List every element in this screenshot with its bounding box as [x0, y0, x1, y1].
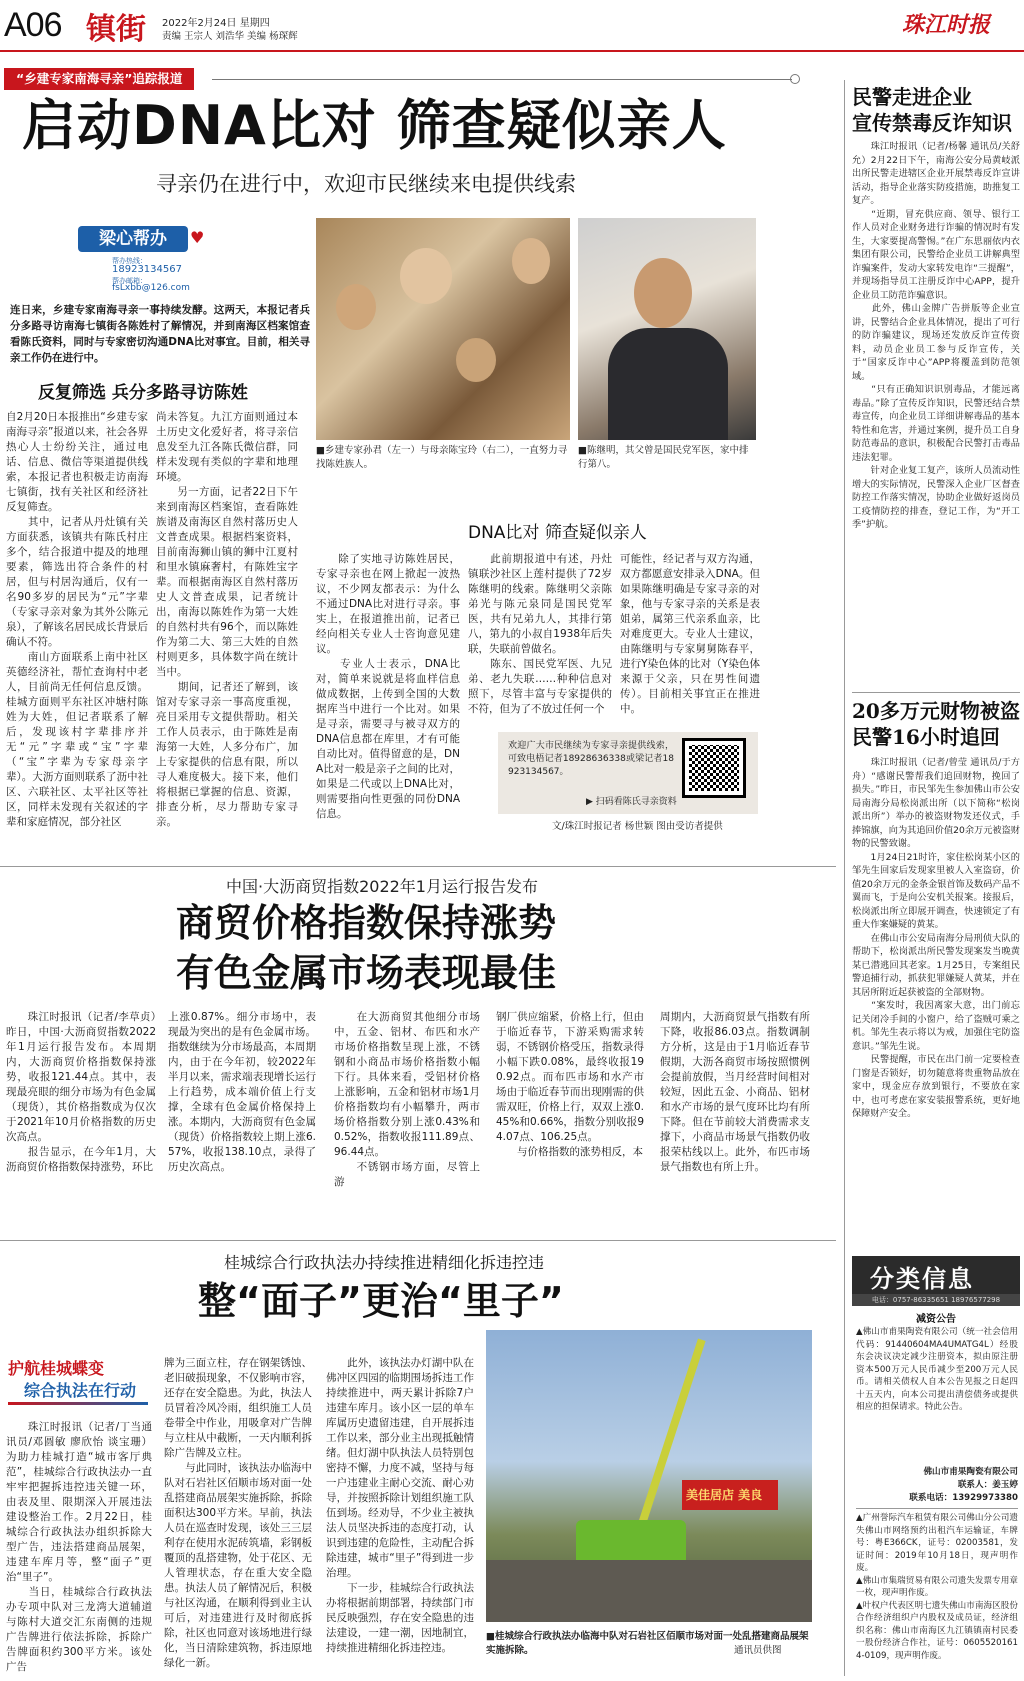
- notice-2: ▲广州誉际汽车租赁有限公司佛山分公司遗失佛山市网络预约出租汽车运输证，车牌号：粤E366CK，证号：02003581，发证时间：2019年10月18日，现声明作废。 ▲佛山市集瑞贸易有限公司遗失发票专用章一枚，现声明作废。 ▲叶权户代表区明七遗失佛山市南海区股份合作经济组织户内股权及成员证，经济组织名称：佛山市南海区九江镇镇南村民委一股份经济合作社，证号：06055201614-0109，现声明作废。: [856, 1513, 1018, 1661]
- top-col3: 除了实地寻访陈姓居民，专家寻亲也在网上掀起一波热议，不少网友都表示：为什么不通过DNA比对进行寻亲。事实上，在报道推出前，记者已经向相关专业人士咨询意见建议。 专业人士表示，DNA比对，简单来说就是将血样信息做成数据，上传到全国的大数据库当中进行一个比对。如果是寻亲，需要寻与被寻双方的DNA信息都在库里，才有可能自动比对。值得留意的是，DNA比对一般是亲子之间的比对，如果是二代或以上DNA比对，则需要指向性更强的同份DNA信息。: [316, 553, 460, 820]
- notice-1-sign1: 佛山市甫果陶瓷有限公司: [923, 1467, 1018, 1477]
- sidebar-story1-title1: 民警走进企业: [852, 85, 972, 109]
- hotline-box: [498, 732, 758, 814]
- section2-title: DNA比对 筛查疑似亲人: [468, 523, 647, 543]
- hotline-label: 帮办热线：: [112, 257, 147, 265]
- notice-1-sign2: 联系人：姜玉婷: [957, 1480, 1018, 1490]
- section1-title: 反复筛选 兵分多路寻访陈姓: [38, 383, 248, 403]
- bangban-logo-title: 梁心帮办: [78, 226, 188, 252]
- bottom-top-rule: [0, 1240, 836, 1241]
- photo-chen-jiming: [578, 218, 756, 440]
- series-tag: “乡建专家南海寻亲”追踪报道: [4, 68, 194, 90]
- classified-phone: 电话：0757-86335651 18976577298: [852, 1294, 1020, 1306]
- top-col1: 自2月20日本报推出“乡建专家南海寻亲”报道以来，社会各界热心人士纷纷关注，通过电话、信息、微信等渠道提供线索，本报记者也积极走访南海七镇街，找有关社区和经济社反复筛查。 其中，记者从丹灶镇有关方面获悉，该镇共有陈氏村庄多个，结合报道中提及的地理要素，筛选出符合条件的村居，但与村居沟通后，仅有一名90多岁的居民为“元”字辈（专家寻亲对象为其外公陈元泉），了解该名居民成长背景后确认不符。 南山方面联系上南中社区英德经济社，帮忙查询村中老人，目前尚无任何信息反馈。桂城方面则平东社区冲塘村陈姓为大姓，但记者联系了解后，发现该村字辈排序并无“元”字辈或“宝”字辈（“宝”字辈为专家母亲字辈）。大沥方面则联系了沥中社区、六联社区、太平社区等社区，同样未发现有关叙述的字辈和家庭情况，部分社区: [6, 411, 148, 828]
- sidebar-story1-title2: 宣传禁毒反诈知识: [852, 111, 1012, 135]
- middle-col1: 珠江时报讯（记者/李草贞）昨日，中国·大沥商贸指数2022年1月运行报告发布。本周期内，大沥商贸价格指数保持涨势，收报121.44点。其中，表现最亮眼的细分市场为有色金属（现货），其价格指数成为仅次于2021年10月价格指数的历史次高点。 报告显示，在今年1月，大沥商贸价格指数保持涨势，环比: [6, 1011, 156, 1173]
- masthead-rule: [0, 50, 1024, 52]
- section-name: 镇街: [86, 12, 146, 47]
- top-headline: 启动DNA比对 筛查疑似亲人: [22, 94, 727, 157]
- zhifa-logo-line1: 护航桂城蝶变: [8, 1359, 105, 1378]
- page-editors: 责编 王宗人 刘浩华 美编 杨琛辉: [162, 31, 298, 42]
- middle-col4: 钢厂供应缩紧，价格上行，但由于临近春节，下游采购需求转弱，不锈钢价格受压，指数录得小幅下跌0.08%，最终收报190.92点。而布匹市场和水产市场由于临近春节而出现刚需的供需双旺，价格上行，双双上涨0.45%和0.66%，指数分别收报94.07点、106.25点。 与价格指数的涨势相反，本: [496, 1011, 644, 1158]
- series-tag-rule-end: [790, 74, 800, 84]
- sidebar-divider: [844, 80, 845, 1676]
- photo-family-caption: ■乡建专家孙君（左一）与母亲陈宝玲（右二），一直努力寻找陈姓族人。: [316, 445, 568, 470]
- middle-top-rule: [0, 866, 836, 867]
- notice-1-sign3: 联系电话：13929973380: [909, 1493, 1018, 1503]
- top-col5: 可能性，经记者与双方沟通，双方都愿意安排录入DNA。但如果陈继明确是专家寻亲的对象，他与专家寻亲的关系是表姐弟，属第三代亲系血亲，比对难度更大。专业人士建议，由陈继明与专家舅舅陈春平，进行Y染色体的比对（Y染色体来源于父亲，只在男性间遗传）。目前相关事宜正在推进中。: [620, 553, 760, 715]
- middle-headline-1: 商贸价格指数保持涨势: [176, 901, 557, 945]
- photo-family: [316, 218, 570, 440]
- qr-caption: ▶ 扫码看陈氏寻亲资料: [586, 797, 677, 807]
- top-col2: 尚未答复。九江方面则通过本土历史文化爱好者，将寻亲信息发至九江各陈氏微信群，同样未发现有类似的字辈和地理环境。 另一方面，记者22日下午来到南海区档案馆，查看陈姓族谱及南海区自然村落历史人文普查成果。根据档案资料，目前南海狮山镇的狮中江夏村和里水镇麻奢村，有陈姓宝字辈。而根据南海区自然村落历史人文普查成果，记者统计出，南海以陈姓作为第一大姓的自然村共有96个，而以陈姓作为第二大、第三大姓的自然村则更多，具体数字尚在统计当中。 期间，记者还了解到，该馆对专家寻亲一事高度重视，亮目采用专文提供帮助。相关工作人员表示，由于陈姓是南海第一大姓，人多分布广，加上专家提供的信息有限，所以寻人难度极大。接下来，他们将根据已掌握的信息、资源，排查分析，尽力帮助专家寻亲。: [156, 411, 298, 828]
- photo-demolition-credit: 通讯员供图: [734, 1645, 782, 1656]
- bottom-kicker: 桂城综合行政执法办持续推进精细化拆违控违: [224, 1253, 545, 1272]
- middle-col3: 在大沥商贸其他细分市场中，五金、铝材、布匹和水产市场价格指数呈现上涨，不锈钢和小商品市场价格指数小幅下行。具体来看，受铝材价格上涨影响，五金和铝材市场1月价格指数均有小幅攀升，两市场价格指数分别上涨0.43%和0.52%，指数收报111.89点、96.44点。 不锈钢市场方面，尽管上游: [334, 1011, 480, 1188]
- masthead: [0, 0, 1024, 52]
- sidebar-story2-title2: 民警16小时追回: [852, 725, 1000, 749]
- bottom-col3: 此外，该执法办灯湖中队在佛冲区四园的临期围场拆违工作持续推进中，两天累计拆除7户违建车库月。该小区一层的单车库属历史遗留违建，自开展拆违工作以来，部分业主出现抵触情绪。但灯湖中队执法人员特别包密持不懈，力度不减，坚持与每一户违建业主耐心交流、耐心劝导，并按照拆除计划组织施工队伍到场。经劝导，不少业主被执法人员坚决拆违的态度打动，认识到违建的危险性，主动配合拆除违建，城市“里子”得到进一步治理。 下一步，桂城综合行政执法办将根据前期部署，持续部门市民反映强烈，存在安全隐患的违法建设，一建一潮，因地制宜，持续推进精细化拆违控违。: [326, 1357, 474, 1654]
- top-subheadline: 寻亲仍在进行中，欢迎市民继续来电提供线索: [156, 172, 576, 196]
- sidebar-story1-body: 珠江时报讯（记者/杨馨 通讯员/关舒允）2月22日下午，南海公安分局黄岐派出所民警走进辖区企业开展禁毒反诈宣讲活动，指导企业落实防疫措施，助推复工复产。 “近期，冒充供应商、领导、银行工作人员对企业财务进行诈骗的情况时有发生，大家要提高警惕。”在广东思丽依内衣集团有限公司，民警给企业员工讲解典型诈骗案件，发动大家转发电诈“三提醒”，并现场指导员工注册反诈中心APP，提升企业员工防范诈骗意识。 此外，佛山金牌广告拼版等企业宣讲，民警结合企业具体情况，提出了可行的防诈骗建议，现场还发放反诈宣传资料，动员企业员工参与反诈宣传，关于“国家反诈中心”APP将覆盖到防范领域。 “只有正确知识识别毒品，才能远离毒品。”除了宣传反诈知识，民警还结合禁毒宣传，向企业员工详细讲解毒品的基本特性和危害，并通过案例，提升员工自身防范毒品的意识，积极配合民警打击毒品违法犯罪。 针对企业复工复产，该所人员流动性增大的实际情况，民警深入企业厂区督查防控工作落实情况，协助企业做好返岗员工疫情防控的排查，登记工作，为“开工季”护航。: [852, 141, 1020, 530]
- sidebar-story2-body: 珠江时报讯（记者/曾莹 通讯员/于方舟）“感谢民警帮我们追回财物，挽回了损失。”昨日，市民邹先生参加佛山市公安局南海分局松岗派出所（以下简称“松岗派出所”）举办的被盗财物发还仪式，手捧锦旗，向为其追回价值20余万元被盗财物的民警致谢。 1月24日21时许，家住松岗某小区的邹先生回家后发现家里被人入室盗窃，价值20余万元的金条金银首饰及数码产品不翼而飞，于是向公安机关报案。接报后，松岗派出所立即展开调查，快速锁定了有重大作案嫌疑的黄某。 在佛山市公安局南海分局刑侦大队的帮助下，松岗派出所民警发现案发当晚黄某已潜逃回其老家。1月25日，专案组民警追捕行动，抓获犯罪嫌疑人黄某，并在其居所附近起获被盗的全部财物。 “案发时，我因离家大意，出门前忘记关闭冷手间的小窗户，给了盗贼可乘之机。邹先生表示将以为戒，加强住宅防盗意识。”邹先生说。 民警提醒，市民在出门前一定要检查门窗是否锁好，切勿随意将贵重物品放在家中，现金应存放到银行，不要放在家中，也可考虑在家安装报警系统，更好地保障财产安全。: [852, 757, 1020, 1119]
- zhifa-logo: [8, 1356, 148, 1410]
- classified-title: 分类信息: [870, 1265, 974, 1293]
- top-col4: 此前期报道中有述，丹灶镇联沙社区上莲村提供了72岁陈继明的线索。陈继明父亲陈弟光与陈元泉同是国民党军医，共有兄弟九人，其排行第八，第九的小叔自1938年后失联，失联前曾做名。 陈东、国民党军医、九兄弟、老九失联……种种信息对照下，尽管丰富与专家提供的不符，但为了不放过任何一个: [468, 553, 612, 715]
- bottom-headline: 整“面子”更治“里子”: [198, 1279, 564, 1323]
- email-address: fsLxbb@126.com: [112, 283, 190, 293]
- newspaper-logo: 珠江时报: [902, 12, 991, 38]
- top-lead: 连日来，乡建专家南海寻亲一事持续发酵。这两天，本报记者兵分多路寻访南海七镇街各陈姓村了解情况，并到南海区档案馆查看陈氏资料，同时与专家密切沟通DNA比对事宜。目前，相关寻亲工作仍在进行中。: [10, 304, 310, 364]
- photo-demolition-caption: ■桂城综合行政执法办临海中队对石岩社区佰顺市场对面一处乱搭建商品展架实施拆除。: [486, 1631, 809, 1656]
- middle-col2: 上涨0.87%。细分市场中，表现最为突出的是有色金属市场。指数继续为分市场最高，本周期内，由于在今年初，较2022年半月以来，需求端表现增长运行上行趋势，成本端价值上行支撑，全球有色金属价格保持上涨。本期内，大沥商贸有色金属（现货）价格指数较上期上涨6.57%，收报138.10点，录得了历史次高点。: [168, 1011, 316, 1173]
- top-credit: 文/珠江时报记者 杨世颖 图由受访者提供: [552, 821, 723, 832]
- issue-date: 2022年2月24日 星期四: [162, 18, 270, 29]
- email-label: 帮办邮箱：: [112, 277, 147, 285]
- bottom-col1: 珠江时报讯（记者/丁当通讯员/邓圆敏 廖欣怡 谈宝珊）为助力桂城打造“城市客厅典范”，桂城综合行政执法办一直牢牢把握拆违控违关键一环，由表及里、限期深入开展违法建设整治工作。2月22日，桂城综合行政执法办组织拆除大型广告，违法搭建商品展架，违建车库月等，整“面子”更治“里子”。 当日，桂城综合行政执法办专项中队对三龙湾大道辅道与陈村大道交汇东南侧的违规广告牌进行依法拆除，拆除广告牌面积约300平方米。该处广告: [6, 1421, 152, 1673]
- series-tag-rule: [212, 79, 792, 80]
- heart-icon: ♥: [190, 228, 205, 247]
- shop-sign: 美佳居店 美良: [686, 1488, 763, 1502]
- classified-header: [852, 1256, 1020, 1294]
- bottom-col2: 牌为三面立柱，存在钢架锈蚀、老旧破损现象，不仅影响市容，还存在安全隐患。为此，执法人员冒着冷风冷雨，组织施工人员卷带全中作业，用吸拿对广告牌与立柱从中截断，一天内顺利拆除广告牌及立柱。 与此同时，该执法办临海中队对石岩社区佰顺市场对面一处乱搭建商品展架实施拆除，拆除面积达300平方米。早前，执法人员在巡查时发现，该处三三层利存在使用水泥砖筑墙，彩钢板覆顶的乱搭建物，处于花区、无人管理状态，存在重大安全隐患。执法人员了解情况后，积极与社区沟通，在顺利得到业主认可后，对违建进行及时彻底拆除，社区也同意对该场地进行绿化，当日清除建筑物，拆违原地绿化一新。: [164, 1357, 312, 1669]
- notice-rule: [856, 1508, 1018, 1509]
- photo-demolition: [486, 1330, 812, 1622]
- middle-col5: 周期内，大沥商贸景气指数有所下降，收报86.03点。指数调制方分析，这是由于1月临近春节假期，大沥各商贸市场按照惯例会提前放假，当月经营时间相对较短，因此五金、小商品、铝材和水产市场的景气度环比均有所下降。但在节前较大消费需求支撑下，小商品市场景气指数仍收报荣枯线以上。此外，布匹市场景气指数也有所上升。: [660, 1011, 810, 1173]
- middle-kicker: 中国·大沥商贸指数2022年1月运行报告发布: [226, 877, 538, 896]
- qr-code-icon: [682, 738, 746, 798]
- page-number: A06: [4, 6, 62, 44]
- sidebar-rule-1: [852, 692, 1020, 693]
- hotline-box-text: 欢迎广大市民继续为专家寻亲提供线索，可致电梧记者18928636338或梁记者18923134567。: [508, 741, 674, 777]
- zhifa-logo-line2: 综合执法在行动: [24, 1381, 137, 1400]
- hotline-number: 18923134567: [112, 264, 182, 275]
- sidebar-story2-title1: 20多万元财物被盗: [852, 699, 1020, 723]
- notice-1: ▲佛山市甫果陶瓷有限公司（统一社会信用代码：91440604MA4UMATG4L）经股东会决议决定减少注册资本，拟由原注册资本500万元人民币减少至200万元人民币。请相关债权人自本公告见报之日起四十五天内，向本公司提出清偿债务或提供相应的担保请求。特此公告。: [856, 1327, 1018, 1412]
- photo-chen-caption: ■陈继明，其父曾是国民党军医，家中排行第八。: [578, 445, 749, 470]
- notice-title: 减资公告: [916, 1314, 956, 1325]
- middle-headline-2: 有色金属市场表现最佳: [176, 951, 557, 995]
- bangban-logo: [78, 226, 208, 294]
